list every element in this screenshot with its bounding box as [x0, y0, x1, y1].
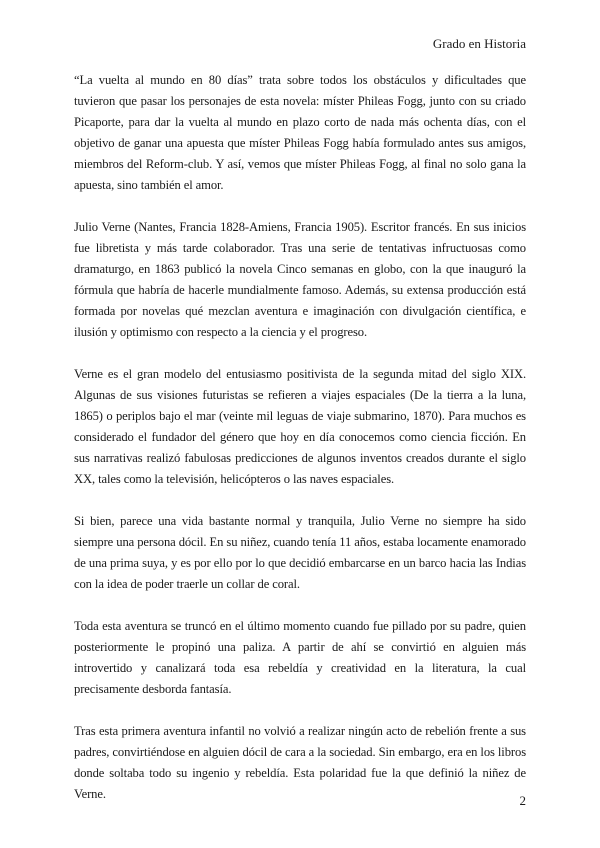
paragraph-polarity: Tras esta primera aventura infantil no volvió a realizar ningún acto de rebelión frente a sus padres, convirtiéndose en alguien dócil de cara a la sociedad. Sin embargo, era en los libros donde soltaba todo su ingenio y rebeldía. Esta polaridad fue la que definió la niñez de Verne.: [74, 724, 526, 801]
body-text: [74, 70, 526, 826]
paragraph-verne-biography: Julio Verne (Nantes, Francia 1828-Amiens, Francia 1905). Escritor francés. En sus inicios fue libretista y más tarde colaborador. Tras una serie de tentativas infructuosas como dramaturgo, en 1863 publicó la novela Cinco semanas en globo, con la que inauguró la fórmula que habría de hacerle mundialmente famoso. Además, su extensa producción está formada por novelas qué mezclan aventura e imaginación con divulgación científica, e ilusión y optimismo con respecto a la ciencia y el progreso.: [74, 220, 526, 339]
page-number: 2: [519, 793, 526, 808]
paragraph-verne-childhood: Si bien, parece una vida bastante normal y tranquila, Julio Verne no siempre ha sido siempre una persona dócil. En su niñez, cuando tenía 11 años, estaba locamente enamorado de una prima suya, y es por ello por lo que decidió embarcarse en un barco hacia las Indias con la idea de poder traerle un collar de coral.: [74, 514, 526, 591]
paragraph-adventure-truncated: Toda esta aventura se truncó en el último momento cuando fue pillado por su padre, quien posteriormente le propinó una paliza. A partir de ahí se convirtió en alguien más introvertido y canalizará toda esa rebeldía y creatividad en la literatura, la cual precisamente desborda fantasía.: [74, 619, 526, 696]
paragraph-novel-summary: “La vuelta al mundo en 80 días” trata sobre todos los obstáculos y dificultades que tuvieron que pasar los personajes de esta novela: míster Phileas Fogg, junto con su criado Picaporte, para dar la vuelta al mundo en plazo corto de nada más ochenta días, con el objetivo de ganar una apuesta que míster Phileas Fogg había formulado antes sus amigos, miembros del Reform-club. Y así, vemos que míster Phileas Fogg, al final no solo gana la apuesta, sino también el amor.: [74, 73, 526, 192]
paragraph-verne-positivism: Verne es el gran modelo del entusiasmo positivista de la segunda mitad del siglo XIX. Algunas de sus visiones futuristas se refieren a viajes espaciales (De la tierra a la luna, 1865) o periplos bajo el mar (veinte mil leguas de viaje submarino, 1870). Para muchos es considerado el fundador del género que hoy en día conocemos como ciencia ficción. En sus narrativas realizó fabulosas predicciones de algunos inventos creados durante el siglo XX, tales como la televisión, helicópteros o las naves espaciales.: [74, 367, 526, 486]
page-header: Grado en Historia: [432, 36, 526, 51]
